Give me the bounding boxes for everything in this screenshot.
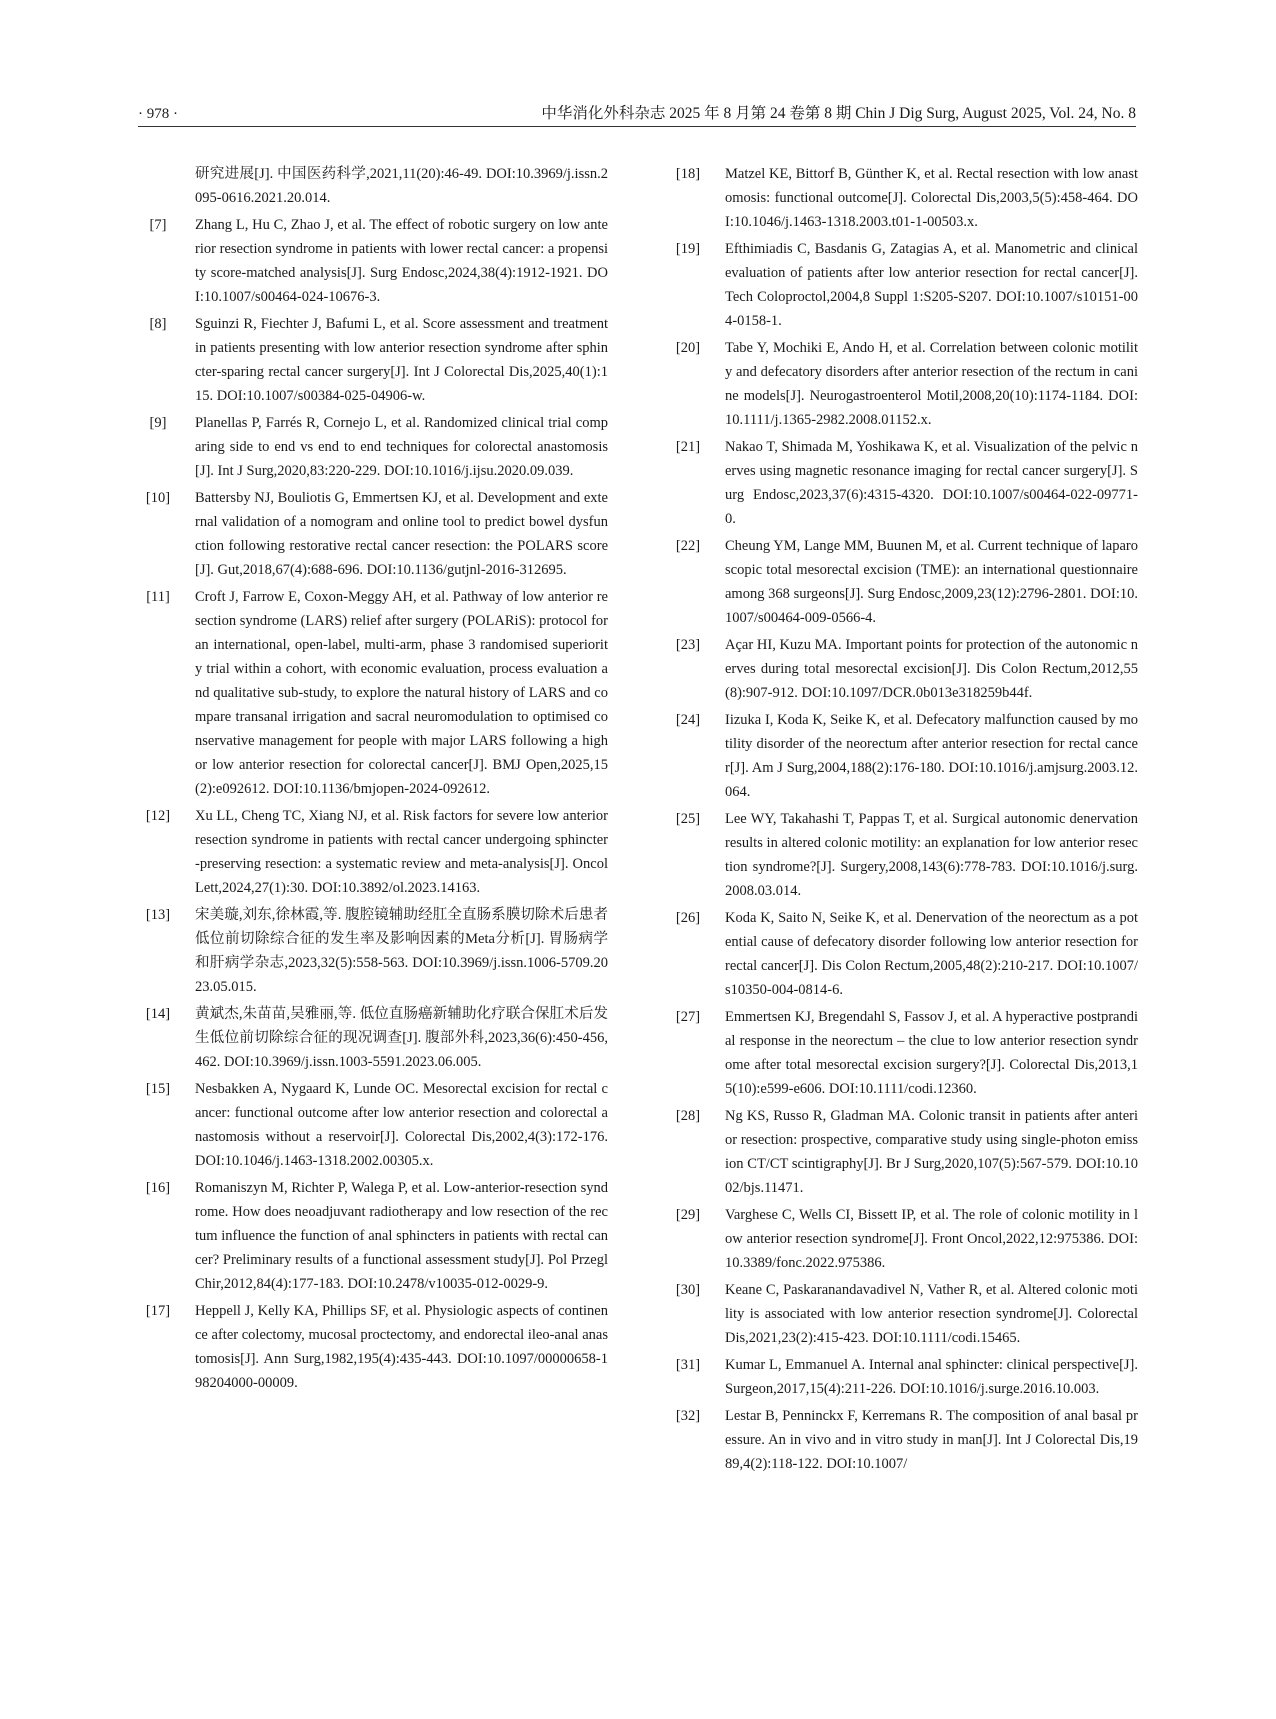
reference-number: [18] [675, 166, 701, 182]
reference-number: [15] [145, 1081, 171, 1097]
reference-text: Açar HI, Kuzu MA. Important points for protection of the autonomic nerves during total mesorectal excision[J]. Dis Colon Rectum,2012,55(8):907-912. DOI:10.1097/DCR.0b013e318259b44f. [725, 637, 1138, 701]
reference-number: [20] [675, 340, 701, 356]
reference-text: Sguinzi R, Fiechter J, Bafumi L, et al. Score assessment and treatment in patients presenting with low anterior resection syndrome after sphincter-sparing rectal cancer surgery[J]. Int J Colorectal Dis,2025,40(1):115. DOI:10.1007/s00384-025-04906-w. [195, 316, 608, 404]
reference-number: [30] [675, 1282, 701, 1298]
reference-number: [19] [675, 241, 701, 257]
reference-text: 宋美璇,刘东,徐林霞,等. 腹腔镜辅助经肛全直肠系膜切除术后患者低位前切除综合征的发生率及影响因素的Meta分析[J]. 胃肠病学和肝病学杂志,2023,32(5):558-563. DOI:10.3969/j.issn.1006-5709.2023.05.015. [195, 907, 608, 995]
reference-item [138, 312, 608, 408]
reference-text: Zhang L, Hu C, Zhao J, et al. The effect of robotic surgery on low anterior resection syndrome in patients with lower rectal cancer: a propensity score-matched analysis[J]. Surg Endosc,2024,38(4):1912-1921. DOI:10.1007/s00464-024-10676-3. [195, 217, 608, 305]
reference-text: Tabe Y, Mochiki E, Ando H, et al. Correlation between colonic motility and defecatory disorders after anterior resection of the rectum in canine models[J]. Neurogastroenterol Motil,2008,20(10):1174-1184. DOI:10.1111/j.1365-2982.2008.01152.x. [725, 340, 1138, 428]
reference-item [668, 1104, 1138, 1200]
reference-item [668, 534, 1138, 630]
reference-text: Croft J, Farrow E, Coxon-Meggy AH, et al. Pathway of low anterior resection syndrome (LARS) relief after surgery (POLARiS): protocol for an international, open-label, multi-arm, phase 3 randomised superiority trial within a cohort, with economic evaluation, process evaluation and qualitative sub-study, to explore the natural history of LARS and compare transanal irrigation and sacral neuromodulation to optimised conservative management for people with major LARS following a high or low anterior resection for colorectal cancer[J]. BMJ Open,2025,15(2):e092612. DOI:10.1136/bmjopen-2024-092612. [195, 589, 608, 797]
reference-number: [11] [146, 589, 170, 605]
reference-number: [12] [145, 808, 171, 824]
reference-text: Nakao T, Shimada M, Yoshikawa K, et al. Visualization of the pelvic nerves using magnetic resonance imaging for rectal cancer surgery[J]. Surg Endosc,2023,37(6):4315-4320. DOI:10.1007/s00464-022-09771-0. [725, 439, 1138, 527]
reference-item [668, 1353, 1138, 1401]
reference-number: [13] [145, 907, 171, 923]
reference-number: [10] [145, 490, 171, 506]
reference-item [138, 1002, 608, 1074]
reference-text: 研究进展[J]. 中国医药科学,2021,11(20):46-49. DOI:10.3969/j.issn.2095-0616.2021.20.014. [195, 166, 608, 206]
reference-item [668, 435, 1138, 531]
reference-item [138, 162, 608, 210]
reference-number: [14] [145, 1006, 171, 1022]
reference-item [138, 411, 608, 483]
reference-text: Heppell J, Kelly KA, Phillips SF, et al. Physiologic aspects of continence after colectomy, mucosal proctectomy, and endorectal ileo-anal anastomosis[J]. Ann Surg,1982,195(4):435-443. DOI:10.1097/00000658-198204000-00009. [195, 1303, 608, 1391]
reference-text: Keane C, Paskaranandavadivel N, Vather R, et al. Altered colonic motility is associated with low anterior resection syndrome[J]. Colorectal Dis,2021,23(2):415-423. DOI:10.1111/codi.15465. [725, 1282, 1138, 1346]
reference-item [668, 1278, 1138, 1350]
reference-item [668, 1005, 1138, 1101]
reference-text: Lee WY, Takahashi T, Pappas T, et al. Surgical autonomic denervation results in altered colonic motility: an explanation for low anterior resection syndrome?[J]. Surgery,2008,143(6):778-783. DOI:10.1016/j.surg.2008.03.014. [725, 811, 1138, 899]
reference-item [138, 213, 608, 309]
reference-number: [23] [675, 637, 701, 653]
running-header [138, 104, 1136, 127]
reference-item [138, 1299, 608, 1395]
reference-number: [27] [675, 1009, 701, 1025]
reference-number: [22] [675, 538, 701, 554]
reference-text: Nesbakken A, Nygaard K, Lunde OC. Mesorectal excision for rectal cancer: functional outcome after low anterior resection and colorectal anastomosis without a reservoir[J]. Colorectal Dis,2002,4(3):172-176. DOI:10.1046/j.1463-1318.2002.00305.x. [195, 1081, 608, 1169]
reference-item [668, 1404, 1138, 1476]
reference-number: [31] [675, 1357, 701, 1373]
reference-text: Lestar B, Penninckx F, Kerremans R. The composition of anal basal pressure. An in vivo and in vitro study in man[J]. Int J Colorectal Dis,1989,4(2):118-122. DOI:10.1007/ [725, 1408, 1138, 1472]
reference-item [668, 807, 1138, 903]
reference-item [668, 906, 1138, 1002]
journal-citation: 中华消化外科杂志 2025 年 8 月第 24 卷第 8 期 Chin J Dig Surg, August 2025, Vol. 24, No. 8 [541, 105, 1136, 122]
reference-text: Xu LL, Cheng TC, Xiang NJ, et al. Risk factors for severe low anterior resection syndrome in patients with rectal cancer undergoing sphincter-preserving resection: a systematic review and meta-analysis[J]. Oncol Lett,2024,27(1):30. DOI:10.3892/ol.2023.14163. [195, 808, 608, 896]
reference-number: [29] [675, 1207, 701, 1223]
reference-text: Ng KS, Russo R, Gladman MA. Colonic transit in patients after anterior resection: prospective, comparative study using single-photon emission CT/CT scintigraphy[J]. Br J Surg,2020,107(5):567-579. DOI:10.1002/bjs.11471. [725, 1108, 1138, 1196]
reference-item [138, 585, 608, 801]
reference-text: Varghese C, Wells CI, Bissett IP, et al. The role of colonic motility in low anterior resection syndrome[J]. Front Oncol,2022,12:975386. DOI:10.3389/fonc.2022.975386. [725, 1207, 1138, 1271]
page-number: · 978 · [138, 106, 178, 122]
reference-text: Planellas P, Farrés R, Cornejo L, et al. Randomized clinical trial comparing side to end vs end to end techniques for colorectal anastomosis[J]. Int J Surg,2020,83:220-229. DOI:10.1016/j.ijsu.2020.09.039. [195, 415, 608, 479]
reference-number: [9] [149, 415, 167, 431]
reference-text: Kumar L, Emmanuel A. Internal anal sphincter: clinical perspective[J]. Surgeon,2017,15(4):211-226. DOI:10.1016/j.surge.2016.10.003. [725, 1357, 1138, 1397]
reference-text: Koda K, Saito N, Seike K, et al. Denervation of the neorectum as a potential cause of defecatory disorder following low anterior resection for rectal cancer[J]. Dis Colon Rectum,2005,48(2):210-217. DOI:10.1007/s10350-004-0814-6. [725, 910, 1138, 998]
reference-text: Iizuka I, Koda K, Seike K, et al. Defecatory malfunction caused by motility disorder of the neorectum after anterior resection for rectal cancer[J]. Am J Surg,2004,188(2):176-180. DOI:10.1016/j.amjsurg.2003.12.064. [725, 712, 1138, 800]
reference-text: Matzel KE, Bittorf B, Günther K, et al. Rectal resection with low anastomosis: functional outcome[J]. Colorectal Dis,2003,5(5):458-464. DOI:10.1046/j.1463-1318.2003.t01-1-00503.x. [725, 166, 1138, 230]
reference-number: [7] [149, 217, 167, 233]
reference-item [668, 162, 1138, 234]
reference-item [138, 486, 608, 582]
reference-number: [24] [675, 712, 701, 728]
reference-text: 黄斌杰,朱苗苗,吴雅丽,等. 低位直肠癌新辅助化疗联合保肛术后发生低位前切除综合征的现况调查[J]. 腹部外科,2023,36(6):450-456,462. DOI:10.3969/j.issn.1003-5591.2023.06.005. [195, 1006, 608, 1070]
reference-item [138, 804, 608, 900]
reference-item [138, 1176, 608, 1296]
right-column [668, 162, 1138, 1479]
reference-text: Emmertsen KJ, Bregendahl S, Fassov J, et al. A hyperactive postprandial response in the neorectum – the clue to low anterior resection syndrome after total mesorectal excision surgery?[J]. Colorectal Dis,2013,15(10):e599-e606. DOI:10.1111/codi.12360. [725, 1009, 1138, 1097]
reference-item [668, 633, 1138, 705]
reference-number: [8] [149, 316, 167, 332]
reference-item [668, 708, 1138, 804]
reference-item [138, 903, 608, 999]
reference-number: [16] [145, 1180, 171, 1196]
reference-item [668, 336, 1138, 432]
reference-text: Cheung YM, Lange MM, Buunen M, et al. Current technique of laparoscopic total mesorectal excision (TME): an international questionnaire among 368 surgeons[J]. Surg Endosc,2009,23(12):2796-2801. DOI:10.1007/s00464-009-0566-4. [725, 538, 1138, 626]
left-column [138, 162, 608, 1398]
reference-number: [25] [675, 811, 701, 827]
reference-number: [17] [145, 1303, 171, 1319]
reference-number: [26] [675, 910, 701, 926]
reference-text: Romaniszyn M, Richter P, Walega P, et al. Low-anterior-resection syndrome. How does neoadjuvant radiotherapy and low resection of the rectum influence the function of anal sphincters in patients with rectal cancer? Preliminary results of a functional assessment study[J]. Pol Przegl Chir,2012,84(4):177-183. DOI:10.2478/v10035-012-0029-9. [195, 1180, 608, 1292]
reference-number: [21] [675, 439, 701, 455]
reference-number: [28] [675, 1108, 701, 1124]
reference-item [138, 1077, 608, 1173]
reference-text: Battersby NJ, Bouliotis G, Emmertsen KJ, et al. Development and external validation of a nomogram and online tool to predict bowel dysfunction following restorative rectal cancer resection: the POLARS score[J]. Gut,2018,67(4):688-696. DOI:10.1136/gutjnl-2016-312695. [195, 490, 608, 578]
reference-number: [32] [675, 1408, 701, 1424]
reference-item [668, 1203, 1138, 1275]
reference-item [668, 237, 1138, 333]
reference-text: Efthimiadis C, Basdanis G, Zatagias A, et al. Manometric and clinical evaluation of patients after low anterior resection for rectal cancer[J]. Tech Coloproctol,2004,8 Suppl 1:S205-S207. DOI:10.1007/s10151-004-0158-1. [725, 241, 1138, 329]
